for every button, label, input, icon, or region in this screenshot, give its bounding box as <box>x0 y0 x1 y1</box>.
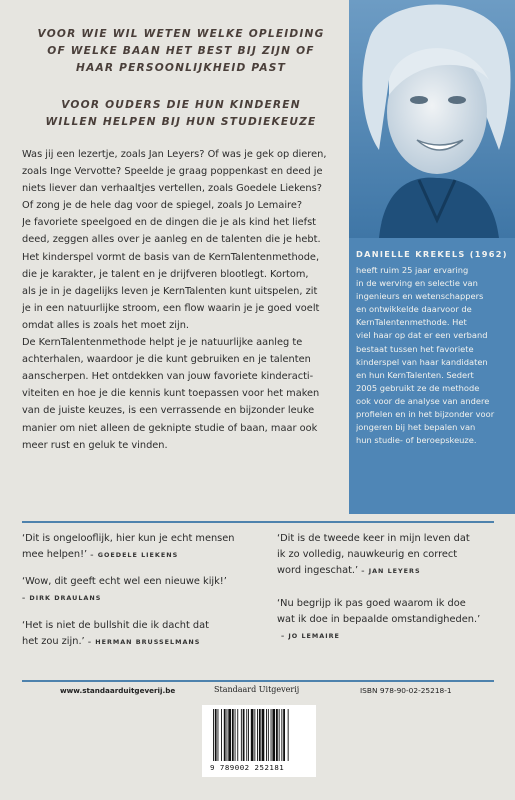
bio-line: heeft ruim 25 jaar ervaring <box>356 265 469 275</box>
bio-line: ingenieurs en wetenschappers <box>356 291 484 302</box>
blurb-line: van de juiste keuzes, is een verrassende en bijzonder leuke <box>22 405 315 417</box>
bio-line: ook voor de analyse van andere <box>356 395 490 406</box>
barcode-bar <box>237 709 238 761</box>
author-portrait-image <box>349 0 515 238</box>
headline-parents <box>22 97 340 131</box>
author-photo <box>349 0 515 238</box>
author-name: DANIELLE KREKELS (1962) <box>356 249 508 259</box>
quote-text: het zou zijn.’ <box>22 636 85 647</box>
quote-line: wat ik doe in bepaalde omstandigheden.’ <box>277 614 481 625</box>
headline-line: HAAR PERSOONLIJKHEID PAST <box>76 62 286 74</box>
blurb-text <box>22 146 348 454</box>
headline-line: OF WELKE BAAN HET BEST BIJ ZIJN OF <box>47 45 315 57</box>
bio-line: hun studie- of beroepskeuze. <box>356 435 477 446</box>
barcode-bar <box>228 709 231 761</box>
barcode-bar <box>215 709 217 761</box>
blurb-line: niets liever dan verhaaltjes vertellen, zoals Goedele Liekens? <box>22 183 322 195</box>
headline-target-readers <box>22 26 340 77</box>
barcode-bar <box>288 709 289 761</box>
quote-line: ‘Dit is de tweede keer in mijn leven dat <box>277 533 470 544</box>
blurb-line: als je in je dagelijks leven je KernTalenten kunt uitspelen, zit <box>22 285 318 297</box>
blurb-line: je in een natuurlijke stroom, een flow waarin je je goed voelt <box>22 302 320 314</box>
isbn-text: ISBN 978-90-02-25218-1 <box>360 686 452 695</box>
blurb-line: meer rust en geluk te vinden. <box>22 439 168 451</box>
blurb-line: Het kinderspel vormt de basis van de KernTalentenmethode, <box>22 251 320 263</box>
blurb-line: Je favoriete speelgoed en de dingen die je als kind het liefst <box>22 217 317 229</box>
quote-line <box>22 547 235 563</box>
quote-goedele <box>22 531 235 563</box>
quote-source: – HERMAN BRUSSELMANS <box>87 638 201 646</box>
blurb-line: omdat alles is zoals het moet zijn. <box>22 319 190 331</box>
bio-line: in de werving en selectie van <box>356 278 478 289</box>
quote-line: ‘Nu begrijp ik pas goed waarom ik doe <box>277 598 466 609</box>
barcode-bar <box>254 709 255 761</box>
bio-line: bestaat tussen het favoriete <box>356 343 474 354</box>
barcode-bar <box>271 709 272 761</box>
barcode-bar <box>276 709 278 761</box>
quote-line <box>277 563 470 579</box>
author-bio <box>356 264 512 447</box>
barcode-bar <box>243 709 245 761</box>
barcode-bar <box>227 709 228 761</box>
barcode-bar <box>257 709 258 761</box>
barcode-bar <box>221 709 222 761</box>
barcode-bar <box>279 709 280 761</box>
bio-line: jongeren bij het bepalen van <box>356 422 476 433</box>
bio-line: KernTalentenmethode. Het <box>356 317 467 328</box>
quote-line: ‘Dit is ongelooflijk, hier kun je echt mensen <box>22 533 235 544</box>
quote-herman <box>22 618 209 650</box>
quote-text: word ingeschat.’ <box>277 565 359 576</box>
barcode-bar <box>262 709 265 761</box>
blurb-line: aanscherpen. Het ontdekken van jouw favoriete kinderacti- <box>22 371 314 383</box>
barcode-number: 9 789002 252181 <box>210 763 285 772</box>
bottom-divider <box>22 680 494 682</box>
quote-line: ‘Wow, dit geeft echt wel een nieuwe kijk!’ <box>22 576 227 587</box>
quote-jo <box>277 596 480 644</box>
barcode-bar <box>213 709 214 761</box>
blurb-line: Was jij een lezertje, zoals Jan Leyers? Of was je gek op dieren, <box>22 149 327 160</box>
quote-source: – JAN LEYERS <box>361 567 421 575</box>
blurb-line: zoals Inge Vervotte? Speelde je graag poppenkast en deed je <box>22 166 323 178</box>
barcode-bar <box>232 709 234 761</box>
quote-source: – JO LEMAIRE <box>281 632 340 640</box>
quote-source: – DIRK DRAULANS <box>22 594 102 602</box>
barcode-bar <box>283 709 285 761</box>
blurb-line: deed, zeggen alles over je aanleg en de talenten die je hebt. <box>22 234 321 246</box>
quote-line <box>22 634 209 650</box>
quote-jan <box>277 531 470 579</box>
barcode-bar <box>248 709 249 761</box>
blurb-line: manier om niet alleen de geknipte studie of baan, maar ook <box>22 422 318 434</box>
author-sidebar <box>349 238 515 514</box>
bio-line: en hun KernTalenten. Sedert <box>356 369 474 380</box>
headline-line: VOOR OUDERS DIE HUN KINDEREN <box>61 99 301 111</box>
bio-line: profielen en in het bijzonder voor <box>356 409 495 420</box>
barcode-bar <box>266 709 267 761</box>
barcode-bar <box>224 709 226 761</box>
bio-line: en ontwikkelde daarvoor de <box>356 304 472 315</box>
blurb-line: De KernTalentenmethode helpt je je natuurlijke aanleg te <box>22 337 303 349</box>
barcode <box>202 705 316 777</box>
barcode-bar <box>218 709 219 761</box>
barcode-bar <box>251 709 254 761</box>
bio-line: 2005 gebruikt ze de methode <box>356 382 480 393</box>
quote-dirk <box>22 574 227 606</box>
publisher-url: www.standaarduitgeverij.be <box>60 686 176 695</box>
headline-line: VOOR WIE WIL WETEN WELKE OPLEIDING <box>37 28 325 40</box>
barcode-bar <box>272 709 275 761</box>
publisher-name: Standaard Uitgeverij <box>214 685 300 694</box>
barcode-bar <box>241 709 242 761</box>
top-divider <box>22 521 494 523</box>
blurb-line: Of zong je de hele dag voor de spiegel, zoals Jo Lemaire? <box>22 200 303 212</box>
blurb-line: achterhalen, waardoor je die kunt gebruiken en je talenten <box>22 354 311 366</box>
barcode-bars <box>212 709 306 763</box>
barcode-bar <box>281 709 282 761</box>
barcode-bar <box>235 709 236 761</box>
quote-text: mee helpen!’ <box>22 549 88 560</box>
bio-line: viel haar op dat er een verband <box>356 330 488 341</box>
barcode-bar <box>259 709 261 761</box>
headline-line: WILLEN HELPEN BIJ HUN STUDIEKEUZE <box>45 116 317 128</box>
blurb-line: die je karakter, je talent en je drijfveren blootlegt. Kortom, <box>22 268 309 280</box>
quote-line: ‘Het is niet de bullshit die ik dacht dat <box>22 620 209 631</box>
bio-line: kinderspel van haar kandidaten <box>356 356 488 367</box>
blurb-line: viteiten en hoe je die kennis kunt toepassen voor het maken <box>22 388 320 400</box>
quote-line: ik zo volledig, nauwkeurig en correct <box>277 549 458 560</box>
barcode-bar <box>268 709 269 761</box>
barcode-bar <box>246 709 247 761</box>
quote-source: – GOEDELE LIEKENS <box>90 551 179 559</box>
